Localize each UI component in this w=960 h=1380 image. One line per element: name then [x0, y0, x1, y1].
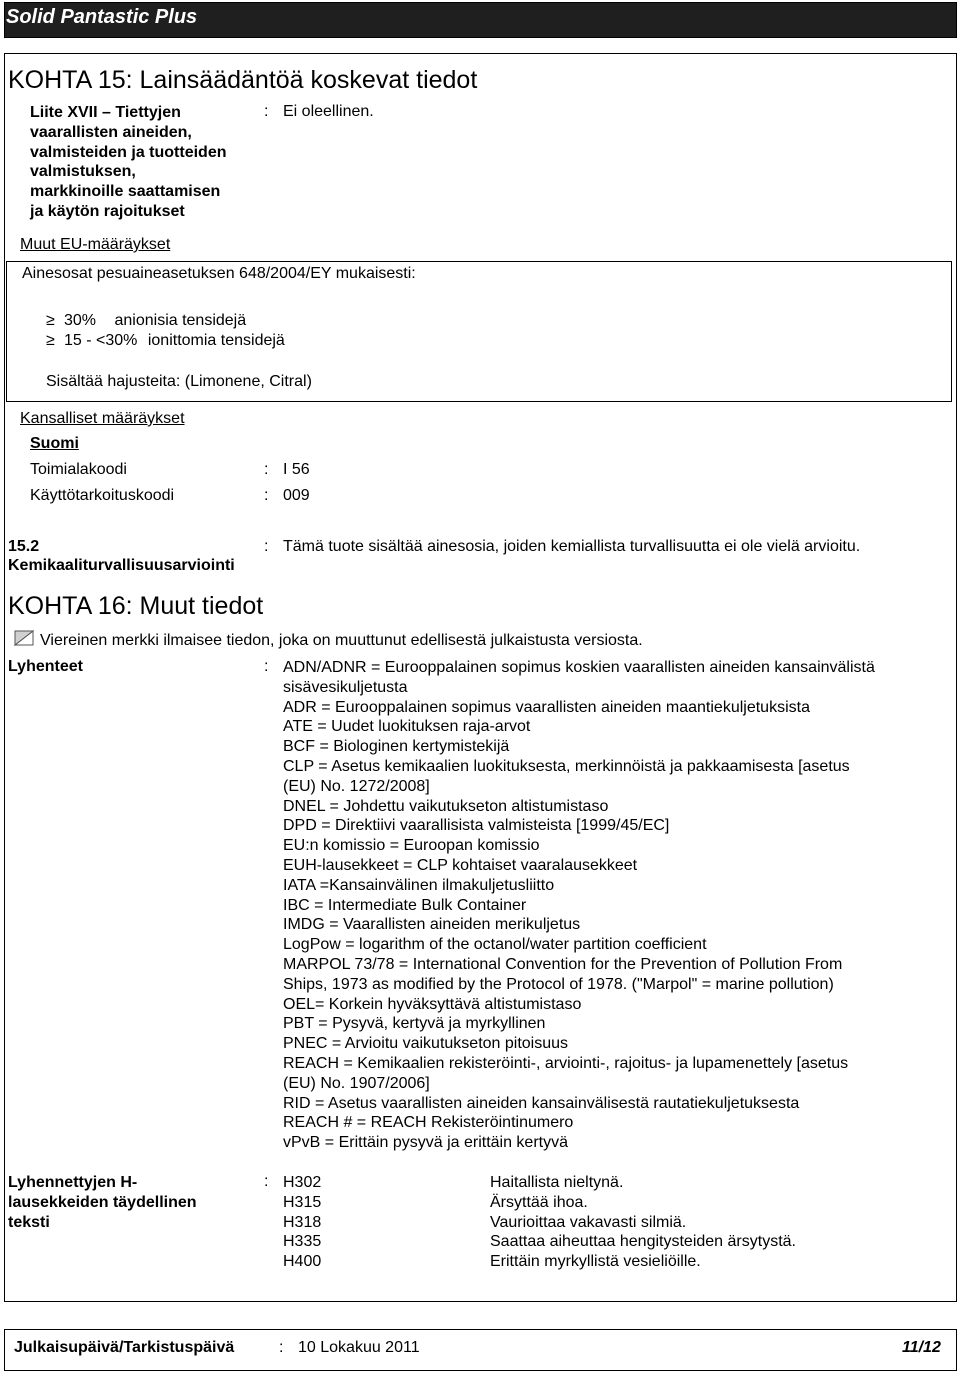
abbreviation-line: ADN/ADNR = Eurooppalainen sopimus koskien vaarallisten aineiden kansainvälistä: [283, 659, 875, 676]
h-code: H315: [283, 1193, 322, 1211]
h-code: H302: [283, 1174, 322, 1191]
abbreviations-list: [283, 658, 875, 1153]
h-code: H318: [283, 1213, 322, 1231]
product-title: Solid Pantastic Plus: [6, 6, 198, 28]
abbreviation-line: PNEC = Arvioitu vaikutukseton pitoisuus: [283, 1035, 569, 1053]
national-regulations-label: Kansalliset määräykset: [20, 410, 185, 427]
h-text: Erittäin myrkyllistä vesieliöille.: [490, 1253, 701, 1271]
csa-label-text: Kemikaaliturvallisuusarviointi: [8, 557, 235, 574]
detergent-heading: Ainesosat pesuaineasetuksen 648/2004/EY mukaisesti:: [22, 265, 416, 282]
h-text: Ärsyttää ihoa.: [490, 1193, 588, 1211]
h-label-line: lausekkeiden täydellinen: [8, 1193, 197, 1211]
section-16-heading: KOHTA 16: Muut tiedot: [8, 592, 264, 620]
change-note: Viereinen merkki ilmaisee tiedon, joka on muuttunut edellisestä julkaistusta versiosta.: [40, 632, 643, 649]
industry-code-colon: :: [264, 461, 269, 478]
abbreviation-line: PBT = Pysyvä, kertyvä ja myrkyllinen: [283, 1015, 546, 1033]
footer-colon: :: [279, 1339, 284, 1356]
ingredient-name: anionisia tensidejä: [114, 312, 247, 329]
abbreviations-colon: :: [264, 658, 269, 675]
h-label-line: teksti: [8, 1213, 50, 1231]
fragrance-note: Sisältää hajusteita: (Limonene, Citral): [46, 373, 312, 390]
abbreviation-line: CLP = Asetus kemikaalien luokituksesta, merkinnöistä ja pakkaamisesta [asetus: [283, 757, 850, 775]
h-codes-list: [283, 1173, 321, 1272]
abbreviation-line: LogPow = logarithm of the octanol/water partition coefficient: [283, 936, 707, 954]
footer-date-value: 10 Lokakuu 2011: [298, 1339, 420, 1356]
annex-label-line: ja käytön rajoitukset: [30, 202, 185, 220]
usage-code-colon: :: [264, 487, 269, 504]
section-15-heading: KOHTA 15: Lainsäädäntöä koskevat tiedot: [8, 66, 478, 94]
abbreviation-line: EU:n komissio = Euroopan komissio: [283, 837, 540, 855]
h-text: Haitallista nieltynä.: [490, 1174, 624, 1191]
abbreviation-line: DNEL = Johdettu vaikutukseton altistumistaso: [283, 797, 609, 815]
abbreviation-line: RID = Asetus vaarallisten aineiden kansainvälisestä rautatiekuljetuksesta: [283, 1094, 800, 1112]
abbreviation-line: DPD = Direktiivi vaarallisista valmisteista [1999/45/EC]: [283, 817, 670, 835]
greater-equal-symbol: ≥: [46, 332, 55, 349]
country-label: Suomi: [30, 435, 79, 452]
annex-value: Ei oleellinen.: [283, 103, 374, 120]
annex-colon: :: [264, 103, 269, 120]
annex-label-line: valmistuksen,: [30, 163, 136, 181]
abbreviation-line: MARPOL 73/78 = International Convention for the Prevention of Pollution From: [283, 955, 843, 973]
h-text: Vaurioittaa vakavasti silmiä.: [490, 1213, 687, 1231]
abbreviation-line: IATA =Kansainvälinen ilmakuljetusliitto: [283, 876, 555, 894]
csa-label-number: 15.2: [8, 538, 40, 555]
annex-label-line: vaarallisten aineiden,: [30, 123, 192, 141]
abbreviation-line: OEL= Korkein hyväksyttävä altistumistaso: [283, 995, 582, 1013]
greater-equal-symbol: ≥: [46, 312, 55, 329]
ingredient-amount: 30%: [64, 312, 97, 329]
abbreviation-line: sisävesikuljetusta: [283, 678, 408, 696]
ingredient-amount: 15 - <30%: [64, 332, 138, 349]
other-eu-regulations-label: Muut EU-määräykset: [20, 236, 171, 253]
abbreviations-label: Lyhenteet: [8, 658, 83, 675]
abbreviation-line: BCF = Biologinen kertymistekijä: [283, 738, 510, 756]
annex-label-line: valmisteiden ja tuotteiden: [30, 143, 227, 161]
abbreviation-line: ATE = Uudet luokituksen raja-arvot: [283, 718, 531, 736]
h-label-line: Lyhennettyjen H-: [8, 1174, 138, 1191]
abbreviation-line: (EU) No. 1272/2008]: [283, 777, 430, 795]
h-statements-label: [8, 1173, 197, 1232]
abbreviation-line: Ships, 1973 as modified by the Protocol of 1978. ("Marpol" = marine pollution): [283, 975, 834, 993]
abbreviation-line: REACH # = REACH Rekisteröintinumero: [283, 1114, 574, 1132]
footer-date-label: Julkaisupäivä/Tarkistuspäivä: [14, 1339, 235, 1356]
csa-colon: :: [264, 538, 269, 555]
ingredient-row: [46, 312, 246, 330]
h-texts-list: [490, 1173, 796, 1272]
usage-code-value: 009: [283, 487, 310, 504]
change-marker-icon: [14, 630, 34, 646]
abbreviation-line: IBC = Intermediate Bulk Container: [283, 896, 527, 914]
ingredient-name: ionittomia tensidejä: [147, 332, 285, 349]
page-number: 11/12: [902, 1339, 941, 1356]
annex-label-line: Liite XVII – Tiettyjen: [30, 104, 181, 121]
h-code: H400: [283, 1253, 322, 1271]
h-text: Saattaa aiheuttaa hengitysteiden ärsytystä.: [490, 1233, 796, 1251]
industry-code-label: Toimialakoodi: [30, 461, 127, 478]
abbreviation-line: REACH = Kemikaalien rekisteröinti-, arviointi-, rajoitus- ja lupamenettely [asetus: [283, 1054, 849, 1072]
abbreviation-line: ADR = Eurooppalainen sopimus vaarallisten aineiden maantiekuljetuksista: [283, 698, 810, 716]
abbreviation-line: vPvB = Erittäin pysyvä ja erittäin kertyvä: [283, 1134, 568, 1152]
annex-label-line: markkinoille saattamisen: [30, 183, 221, 201]
ingredient-row: [46, 332, 285, 350]
abbreviation-line: (EU) No. 1907/2006]: [283, 1074, 430, 1092]
csa-value: Tämä tuote sisältää ainesosia, joiden kemiallista turvallisuutta ei ole vielä arvioitu.: [283, 538, 861, 555]
industry-code-value: I 56: [283, 461, 310, 478]
abbreviation-line: EUH-lausekkeet = CLP kohtaiset vaaralausekkeet: [283, 856, 638, 874]
abbreviation-line: IMDG = Vaarallisten aineiden merikuljetus: [283, 916, 581, 934]
h-statements-colon: :: [264, 1173, 269, 1190]
annex-xvii-label: [30, 103, 226, 222]
usage-code-label: Käyttötarkoituskoodi: [30, 487, 175, 504]
h-code: H335: [283, 1233, 322, 1251]
